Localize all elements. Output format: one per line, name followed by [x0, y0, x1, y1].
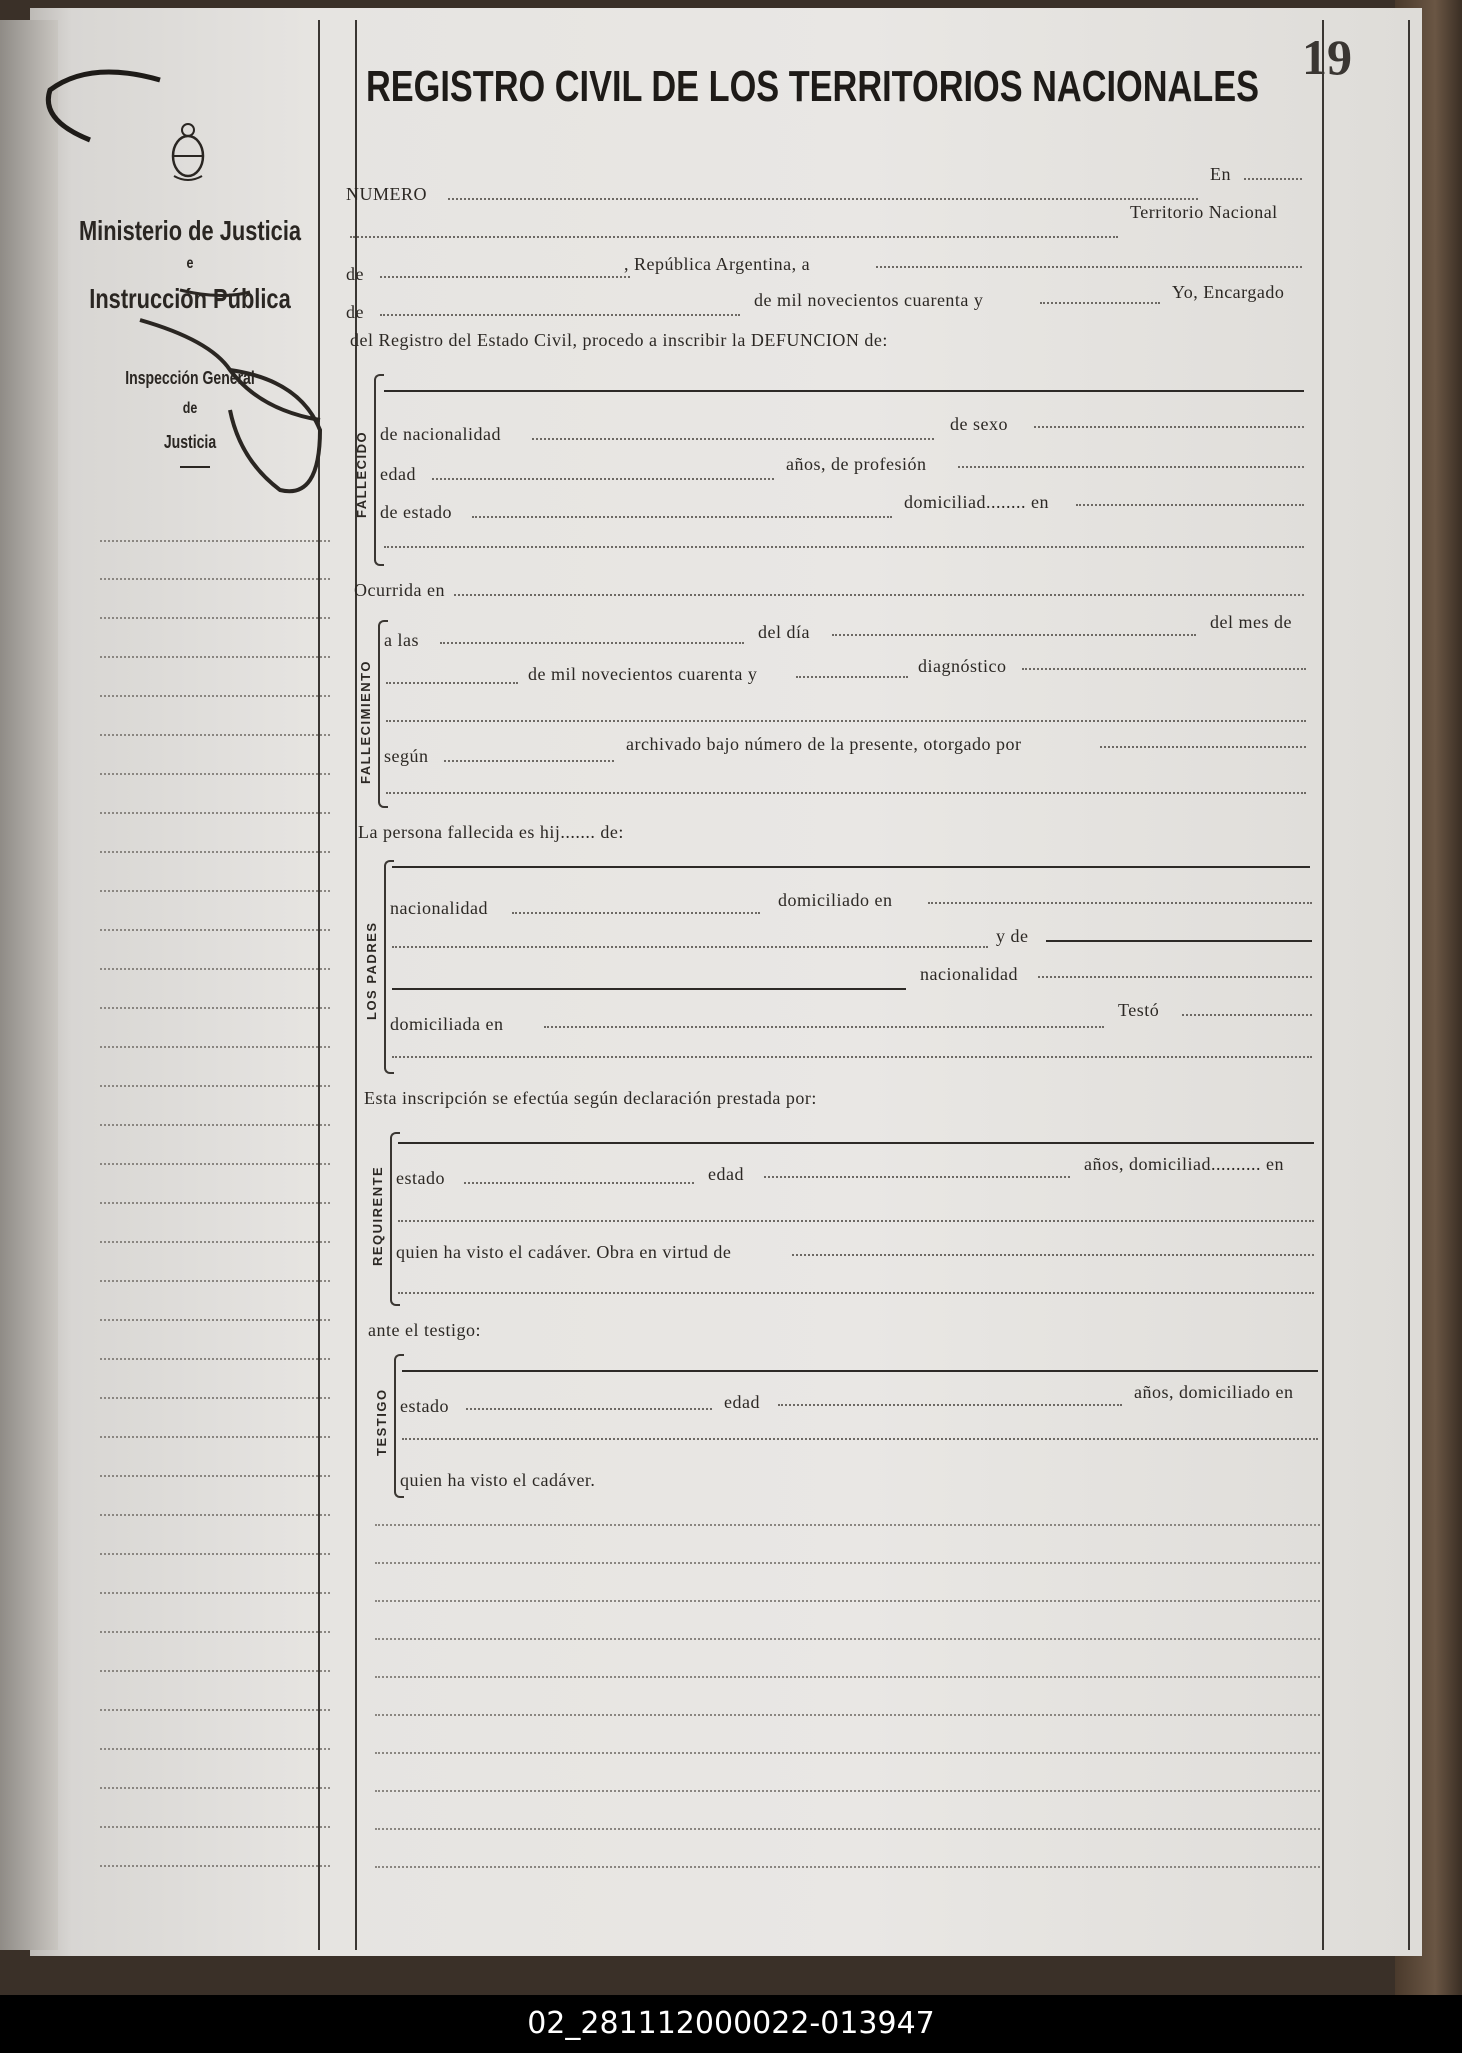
- domicilio-field[interactable]: [1076, 504, 1304, 506]
- padre-nacionalidad-field[interactable]: [512, 912, 760, 914]
- nacionalidad-label: de nacionalidad: [380, 424, 501, 444]
- notes-line[interactable]: [100, 1865, 330, 1867]
- mil-novecientos-label: de mil novecientos cuarenta y: [754, 290, 984, 310]
- notes-line[interactable]: [375, 1638, 1320, 1640]
- madre-nacionalidad-field[interactable]: [1038, 976, 1312, 978]
- de-field-2[interactable]: [380, 314, 740, 316]
- territorio-label: Territorio Nacional: [1130, 202, 1278, 222]
- madre-name-field-2[interactable]: [392, 988, 906, 990]
- notes-line[interactable]: [100, 773, 330, 775]
- requirente-edad-label: edad: [708, 1164, 744, 1184]
- notes-line[interactable]: [375, 1790, 1320, 1792]
- nacionalidad-field[interactable]: [532, 438, 934, 440]
- testigo-estado-label: estado: [400, 1396, 449, 1416]
- profesion-field[interactable]: [958, 466, 1304, 468]
- numero-label: NUMERO: [346, 184, 428, 204]
- notes-line[interactable]: [100, 1124, 330, 1126]
- notes-line[interactable]: [100, 1202, 330, 1204]
- notes-line[interactable]: [100, 1670, 330, 1672]
- fallecido-name-field[interactable]: [384, 390, 1304, 392]
- requirente-virtud-field[interactable]: [792, 1254, 1314, 1256]
- del-mes-label: del mes de: [1210, 612, 1292, 632]
- diagnostico-label: diagnóstico: [918, 656, 1007, 676]
- requirente-estado-label: estado: [396, 1168, 445, 1188]
- notes-line[interactable]: [100, 1592, 330, 1594]
- notes-line[interactable]: [100, 1709, 330, 1711]
- edad-label: edad: [380, 464, 416, 484]
- padres-label: LOS PADRES: [364, 921, 379, 1020]
- notes-line[interactable]: [100, 890, 330, 892]
- sexo-field[interactable]: [1034, 426, 1304, 428]
- inscripcion-label: Esta inscripción se efectúa según declaración prestada por:: [364, 1088, 817, 1108]
- notes-line[interactable]: [100, 812, 330, 814]
- y-de-label: y de: [996, 926, 1029, 946]
- notes-line[interactable]: [100, 1007, 330, 1009]
- testigo-edad-field[interactable]: [778, 1404, 1122, 1406]
- testigo-visto-label: quien ha visto el cadáver.: [400, 1470, 596, 1490]
- section-brace: [390, 1132, 400, 1306]
- edad-field[interactable]: [432, 478, 774, 480]
- inspection-justicia: Justicia: [163, 432, 217, 452]
- right-rule-outer: [1408, 20, 1410, 1950]
- en-field[interactable]: [1244, 178, 1302, 180]
- testigo-estado-field[interactable]: [466, 1408, 712, 1410]
- notes-line[interactable]: [100, 929, 330, 931]
- de-field-1[interactable]: [380, 276, 630, 278]
- corner-mark: [30, 60, 170, 150]
- ocurrida-label: Ocurrida en: [354, 580, 445, 600]
- notes-line[interactable]: [100, 1514, 330, 1516]
- a-las-label: a las: [384, 630, 419, 650]
- notes-line[interactable]: [375, 1600, 1320, 1602]
- notes-line[interactable]: [100, 540, 330, 542]
- padre-domicilio-field[interactable]: [928, 902, 1312, 904]
- anos-profesion-label: años, de profesión: [786, 454, 927, 474]
- padre-name-field[interactable]: [392, 866, 1310, 868]
- notes-line[interactable]: [375, 1676, 1320, 1678]
- notes-line[interactable]: [100, 1787, 330, 1789]
- padres-extra-field[interactable]: [392, 1056, 1312, 1058]
- yo-encargado-label: Yo, Encargado: [1172, 282, 1285, 302]
- testigo-edad-label: edad: [724, 1392, 760, 1412]
- requirente-domicilio-field[interactable]: [398, 1220, 1314, 1222]
- coat-of-arms-icon: [168, 118, 208, 182]
- notes-line[interactable]: [100, 1319, 330, 1321]
- padre-nacionalidad-label: nacionalidad: [390, 898, 488, 918]
- madre-name-field[interactable]: [1046, 940, 1312, 942]
- notes-line[interactable]: [100, 578, 330, 580]
- fallecimiento-label: FALLECIMIENTO: [358, 660, 373, 784]
- en-label: En: [1210, 164, 1231, 184]
- segun-label: según: [384, 746, 429, 766]
- de-label-2: de: [346, 302, 364, 322]
- republica-label: , República Argentina, a: [624, 254, 811, 274]
- requirente-anos-label: años, domiciliad.......... en: [1084, 1154, 1284, 1174]
- notes-line[interactable]: [100, 1163, 330, 1165]
- previous-page-edge: [0, 20, 58, 1950]
- archivado-label: archivado bajo número de la presente, otorgado por: [626, 734, 1022, 754]
- notes-line[interactable]: [100, 656, 330, 658]
- notes-line[interactable]: [375, 1524, 1320, 1526]
- notes-line[interactable]: [100, 695, 330, 697]
- otorgado-field[interactable]: [1100, 746, 1306, 748]
- mil-field[interactable]: [1040, 302, 1160, 304]
- notes-line[interactable]: [100, 617, 330, 619]
- ministry-name-2: Instrucción Pública: [89, 283, 291, 314]
- testigo-name-field[interactable]: [402, 1370, 1318, 1372]
- inspection-de: de: [182, 400, 198, 417]
- notes-line[interactable]: [100, 1553, 330, 1555]
- notes-line[interactable]: [100, 1358, 330, 1360]
- padre-domicilio-field-2[interactable]: [392, 946, 988, 948]
- notes-line[interactable]: [100, 968, 330, 970]
- estado-label: de estado: [380, 502, 452, 522]
- page-title: REGISTRO CIVIL DE LOS TERRITORIOS NACIONALES: [366, 62, 1260, 111]
- ministry-name: Ministerio de Justicia: [78, 215, 302, 246]
- fallecido-extra-field[interactable]: [384, 546, 1304, 548]
- section-brace: [384, 860, 394, 1074]
- notes-line[interactable]: [375, 1828, 1320, 1830]
- sexo-label: de sexo: [950, 414, 1008, 434]
- testigo-domicilio-field[interactable]: [402, 1438, 1318, 1440]
- territorio-field[interactable]: [350, 236, 1118, 238]
- testo-field[interactable]: [1182, 1014, 1312, 1016]
- testigo-intro-label: ante el testigo:: [368, 1320, 481, 1340]
- page-number: 19: [1302, 29, 1352, 85]
- notes-line[interactable]: [100, 1748, 330, 1750]
- estado-field[interactable]: [472, 516, 892, 518]
- mil-label: de mil novecientos cuarenta y: [528, 664, 758, 684]
- requirente-label: REQUIRENTE: [370, 1165, 385, 1266]
- notes-line[interactable]: [375, 1752, 1320, 1754]
- notes-line[interactable]: [375, 1866, 1320, 1868]
- madre-nacionalidad-label: nacionalidad: [920, 964, 1018, 984]
- notes-line[interactable]: [100, 1475, 330, 1477]
- republica-field[interactable]: [876, 266, 1302, 268]
- requirente-edad-field[interactable]: [764, 1176, 1070, 1178]
- testo-label: Testó: [1118, 1000, 1160, 1020]
- del-dia-label: del día: [758, 622, 810, 642]
- ocurrida-field[interactable]: [454, 594, 1304, 596]
- notes-line[interactable]: [100, 1085, 330, 1087]
- requirente-name-field[interactable]: [398, 1142, 1314, 1144]
- madre-domiciliada-label: domiciliada en: [390, 1014, 504, 1034]
- hora-field[interactable]: [440, 642, 744, 644]
- madre-domicilio-field[interactable]: [544, 1026, 1104, 1028]
- inspection-name: Inspección General: [125, 368, 255, 388]
- diagnostico-field-2[interactable]: [386, 720, 1306, 722]
- diagnostico-field[interactable]: [1022, 668, 1306, 670]
- notes-line[interactable]: [375, 1714, 1320, 1716]
- right-rule: [1322, 20, 1324, 1950]
- ministry-conjunction: e: [186, 255, 194, 272]
- testigo-anos-label: años, domiciliado en: [1134, 1382, 1294, 1402]
- fallecido-label: FALLECIDO: [354, 430, 369, 518]
- notes-line[interactable]: [375, 1562, 1320, 1564]
- notes-line[interactable]: [100, 851, 330, 853]
- notes-line[interactable]: [100, 734, 330, 736]
- notes-line[interactable]: [100, 1826, 330, 1828]
- notes-line[interactable]: [100, 1631, 330, 1633]
- handwritten-signature: [120, 260, 340, 510]
- anio-field[interactable]: [796, 676, 908, 678]
- dia-field[interactable]: [832, 634, 1196, 636]
- hijo-label: La persona fallecida es hij....... de:: [358, 822, 624, 842]
- de-label-1: de: [346, 264, 364, 284]
- registro-label: del Registro del Estado Civil, procedo a inscribir la DEFUNCION de:: [350, 330, 888, 350]
- notes-line[interactable]: [100, 1280, 330, 1282]
- testigo-label: TESTIGO: [374, 1388, 389, 1456]
- requirente-visto-label: quien ha visto el cadáver. Obra en virtud de: [396, 1242, 732, 1262]
- notes-line[interactable]: [100, 1436, 330, 1438]
- numero-field[interactable]: [448, 198, 1198, 200]
- requirente-extra-field[interactable]: [398, 1292, 1314, 1294]
- otorgado-field-2[interactable]: [386, 792, 1306, 794]
- image-id-caption: 02_281112000022-013947: [0, 1995, 1462, 2053]
- notes-line[interactable]: [100, 1046, 330, 1048]
- mes-field[interactable]: [386, 682, 518, 684]
- padre-domiciliado-label: domiciliado en: [778, 890, 893, 910]
- requirente-estado-field[interactable]: [464, 1182, 694, 1184]
- notes-line[interactable]: [100, 1241, 330, 1243]
- segun-field[interactable]: [444, 760, 614, 762]
- notes-line[interactable]: [100, 1397, 330, 1399]
- domiciliado-label: domiciliad........ en: [904, 492, 1049, 512]
